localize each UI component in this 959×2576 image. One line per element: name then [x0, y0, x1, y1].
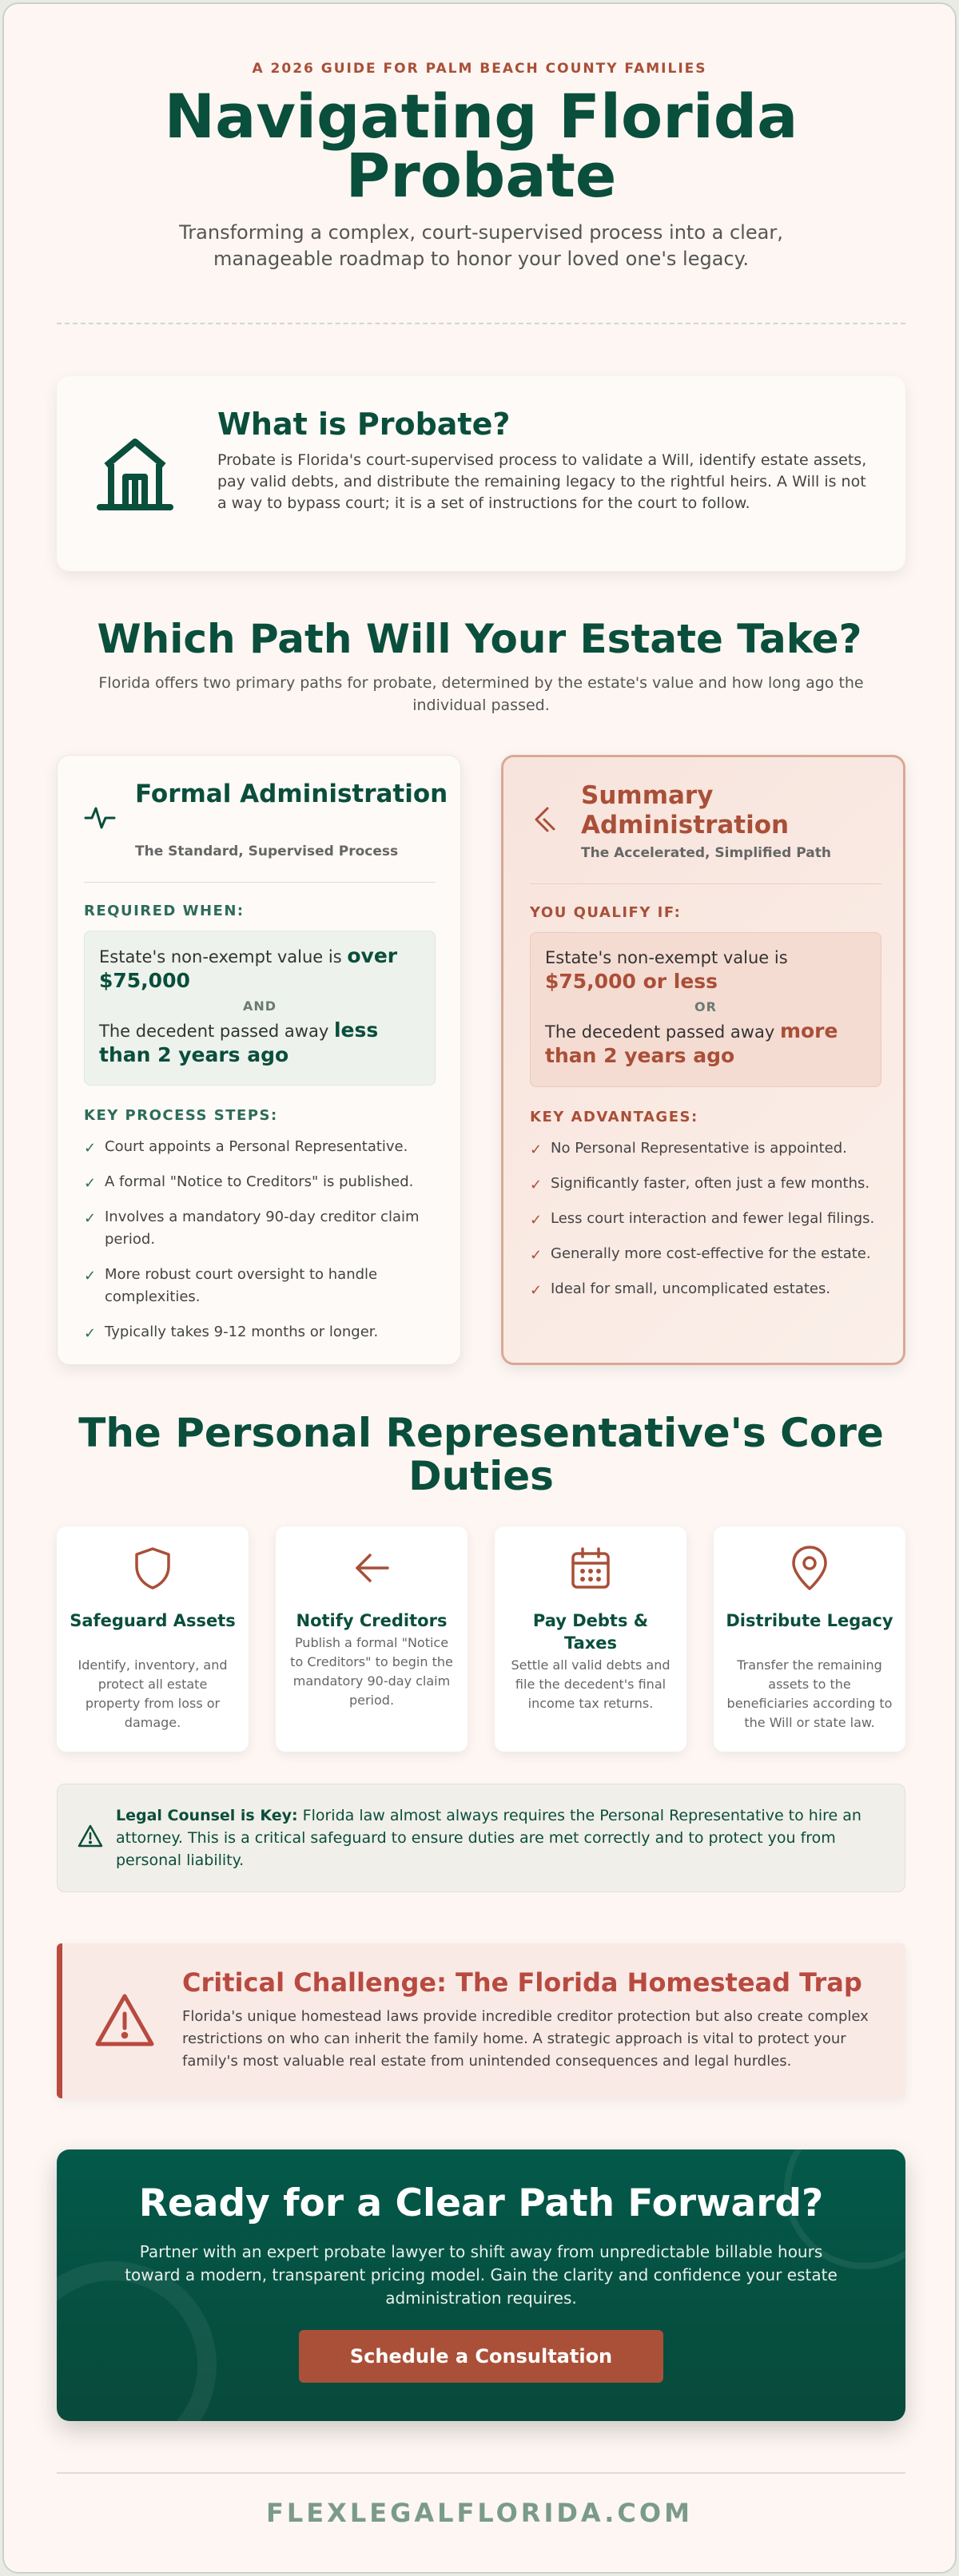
summary-condition-time [545, 1019, 866, 1069]
check-icon: ✓ [84, 1175, 97, 1192]
footer-divider [57, 2472, 905, 2474]
warning-icon [77, 1823, 104, 1850]
shield-icon [129, 1544, 177, 1592]
arrow-left-icon [348, 1544, 396, 1592]
list-item [84, 1136, 436, 1158]
what-is-probate-body: Probate is Florida's court-supervised process to validate a Will, identify estate assets, pay valid debts, and distribute the remaining legacy to the rightful heirs. A Will is not a way to bypass court; it is a set of instructions for the court to follow. [217, 451, 867, 512]
check-icon: ✓ [84, 1140, 97, 1157]
schedule-consultation-button[interactable]: Schedule a Consultation [299, 2330, 663, 2383]
duty-body: Publish a formal "Notice to Creditors" to begin the mandatory 90-day claim period. [290, 1635, 453, 1708]
formal-condition-value [99, 944, 420, 994]
step-text: Court appoints a Personal Representative. [105, 1138, 408, 1155]
condition-prefix: The decedent passed away [99, 1022, 334, 1041]
cta-panel [57, 2149, 905, 2421]
formal-conditions-box [84, 931, 436, 1086]
summary-advantages-list [530, 1137, 881, 1313]
list-item [84, 1206, 436, 1251]
legal-counsel-callout [57, 1784, 905, 1892]
condition-prefix: The decedent passed away [545, 1022, 780, 1042]
courthouse-icon [94, 432, 177, 515]
step-text: No Personal Representative is appointed. [551, 1140, 847, 1157]
check-icon: ✓ [530, 1212, 543, 1228]
list-item [84, 1264, 436, 1308]
legal-counsel-body: Florida law almost always requires the Personal Representative to hire an attorney. This is a critical safeguard to ensure duties are met correctly and to protect you from personal liability. [116, 1807, 862, 1869]
check-icon: ✓ [84, 1325, 97, 1342]
summary-advantages-label: KEY ADVANTAGES: [530, 1109, 698, 1125]
duty-title: Safeguard Assets [70, 1611, 236, 1630]
fast-forward-icon [530, 804, 562, 836]
formal-condition-time [99, 1018, 420, 1068]
calendar-icon [567, 1544, 615, 1592]
check-icon: ✓ [530, 1282, 543, 1299]
list-item [530, 1173, 881, 1195]
duties-title: The Personal Representative's Core Duties [78, 1410, 884, 1499]
condition-value: more than 2 years ago [545, 1019, 838, 1067]
legal-counsel-text [116, 1804, 883, 1871]
formal-divider [84, 882, 436, 883]
condition-join: OR [694, 999, 717, 1014]
pulse-icon [84, 802, 116, 834]
legal-counsel-lead: Legal Counsel is Key: [116, 1807, 298, 1824]
step-text: Ideal for small, uncomplicated estates. [551, 1280, 831, 1297]
page-title: Navigating Florida Probate [164, 81, 798, 211]
check-icon: ✓ [530, 1141, 543, 1158]
homestead-trap-body: Florida's unique homestead laws provide incredible creditor protection but also create complex restrictions on who can inherit the family home. A strategic approach is vital to protect your family's most valuable real estate from unintended consequences and legal hurdles. [182, 2008, 869, 2070]
check-icon: ✓ [84, 1268, 97, 1284]
summary-divider [530, 883, 881, 884]
list-item [530, 1278, 881, 1300]
homestead-trap-title: Critical Challenge: The Florida Homestead Trap [182, 1967, 862, 1998]
formal-steps-list [84, 1136, 436, 1356]
paths-title: Which Path Will Your Estate Take? [97, 616, 862, 662]
duty-card-distribute [714, 1526, 905, 1752]
formal-tagline: The Standard, Supervised Process [135, 843, 399, 859]
alert-triangle-icon [93, 1990, 157, 2054]
step-text: Generally more cost-effective for the estate. [551, 1245, 871, 1262]
step-text: Significantly faster, often just a few months. [551, 1175, 870, 1192]
summary-condition-value [545, 946, 866, 994]
condition-value: less than 2 years ago [99, 1018, 379, 1066]
infographic-page [2, 2, 957, 2574]
cta-title: Ready for a Clear Path Forward? [138, 2181, 824, 2225]
step-text: A formal "Notice to Creditors" is published. [105, 1173, 414, 1190]
step-text: More robust court oversight to handle complexities. [105, 1266, 378, 1305]
homestead-trap-callout [57, 1943, 905, 2098]
duty-body: Identify, inventory, and protect all estate property from loss or damage. [78, 1657, 228, 1730]
condition-value: $75,000 or less [545, 970, 718, 993]
summary-condition-label: YOU QUALIFY IF: [530, 904, 682, 921]
map-pin-icon [786, 1544, 834, 1592]
summary-tagline: The Accelerated, Simplified Path [581, 845, 831, 861]
duty-title: Pay Debts & Taxes [532, 1611, 649, 1653]
summary-administration-card [501, 755, 905, 1365]
condition-value: over $75,000 [99, 944, 398, 992]
list-item [84, 1321, 436, 1344]
step-text: Typically takes 9-12 months or longer. [105, 1324, 379, 1340]
duty-title: Distribute Legacy [726, 1611, 893, 1630]
list-item [530, 1243, 881, 1265]
duty-card-pay-debts [495, 1526, 686, 1752]
formal-condition-label: REQUIRED WHEN: [84, 903, 245, 919]
page-subtitle: Transforming a complex, court-supervised process into a clear, manageable roadmap to honor your loved one's legacy. [179, 221, 783, 270]
footer-domain[interactable]: FLEXLEGALFLORIDA.COM [266, 2498, 693, 2528]
list-item [530, 1208, 881, 1230]
eyebrow: A 2026 GUIDE FOR PALM BEACH COUNTY FAMILIES [252, 61, 707, 77]
what-is-probate-title: What is Probate? [217, 407, 511, 442]
duty-card-safeguard [57, 1526, 249, 1752]
duty-body: Transfer the remaining assets to the beneficiaries according to the Will or state law. [726, 1657, 893, 1730]
formal-steps-label: KEY PROCESS STEPS: [84, 1107, 278, 1124]
check-icon: ✓ [530, 1247, 543, 1264]
list-item [84, 1171, 436, 1193]
condition-join: AND [242, 998, 277, 1014]
dashed-divider [57, 323, 905, 324]
duty-body: Settle all valid debts and file the decedent's final income tax returns. [511, 1657, 671, 1711]
duty-card-notify [276, 1526, 468, 1752]
paths-subtitle: Florida offers two primary paths for probate, determined by the estate's value and how long ago the individual passed. [98, 674, 864, 714]
check-icon: ✓ [84, 1210, 97, 1227]
condition-prefix: Estate's non-exempt value is [545, 948, 788, 967]
formal-administration-card [57, 755, 461, 1365]
summary-conditions-box [530, 932, 881, 1087]
cta-body: Partner with an expert probate lawyer to shift away from unpredictable billable hours toward a modern, transparent pricing model. Gain the clarity and confidence your estate administration requires. [125, 2242, 838, 2308]
condition-prefix: Estate's non-exempt value is [99, 947, 348, 966]
formal-title: Formal Administration [135, 780, 448, 808]
duty-title: Notify Creditors [296, 1611, 448, 1630]
list-item [530, 1137, 881, 1160]
step-text: Less court interaction and fewer legal filings. [551, 1210, 875, 1227]
what-is-probate-card [57, 376, 905, 571]
summary-title: Summary Administration [581, 781, 790, 839]
step-text: Involves a mandatory 90-day creditor claim period. [105, 1209, 420, 1248]
check-icon: ✓ [530, 1177, 543, 1193]
